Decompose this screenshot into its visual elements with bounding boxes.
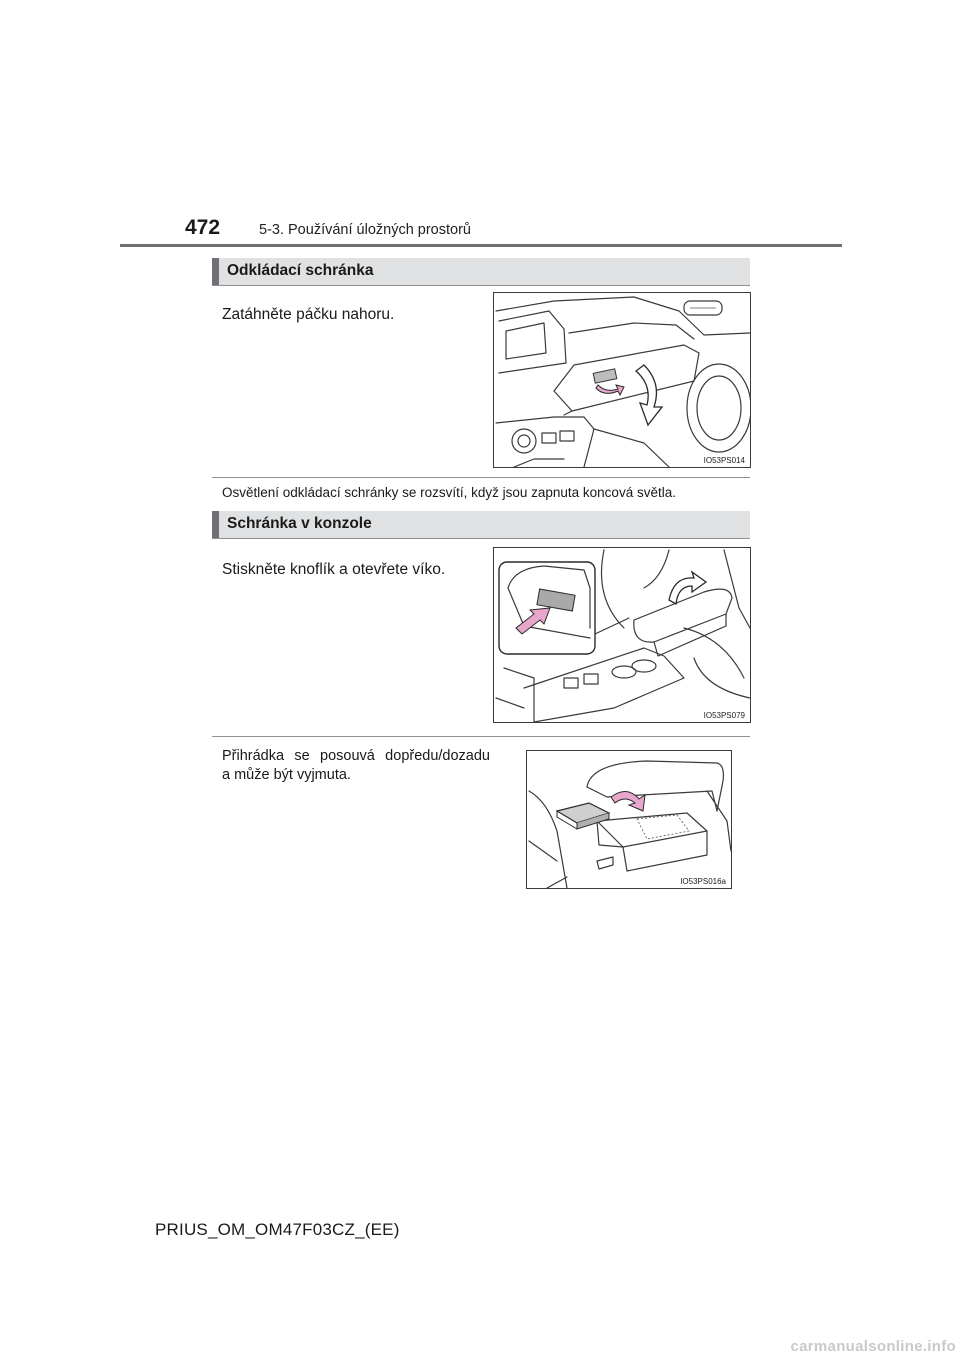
glovebox-note: Osvětlení odkládací schránky se rozsvítí, když jsou zapnuta koncová světla. [222,485,676,500]
section-heading-bar [212,511,219,538]
section-heading-console [212,511,750,539]
paragraph-divider [212,736,750,737]
console-instruction: Stiskněte knoflík a otevřete víko. [222,561,446,578]
glovebox-illustration [493,292,751,468]
console-box-illustration [493,547,751,723]
figure-code: IO53PS016a [680,877,726,886]
paragraph-divider [212,477,750,478]
header-divider [120,244,842,247]
tray-description-line-1: Přihrádka se posouvá dopředu/dozadu [222,748,490,764]
section-heading-bar [212,258,219,285]
tray-description-line-2: a může být vyjmuta. [222,767,351,783]
document-code: PRIUS_OM_OM47F03CZ_(EE) [155,1220,400,1239]
section-heading-glovebox [212,258,750,286]
figure-code: IO53PS014 [703,456,745,465]
tray-illustration [526,750,732,889]
glovebox-instruction: Zatáhněte páčku nahoru. [222,306,395,323]
figure-code: IO53PS079 [703,711,745,720]
page-number: 472 [185,216,221,239]
section-heading-text: Schránka v konzole [227,515,372,532]
watermark: carmanualsonline.info [790,1338,956,1355]
chapter-label: 5-3. Používání úložných prostorů [259,222,471,238]
section-heading-text: Odkládací schránka [227,262,374,279]
